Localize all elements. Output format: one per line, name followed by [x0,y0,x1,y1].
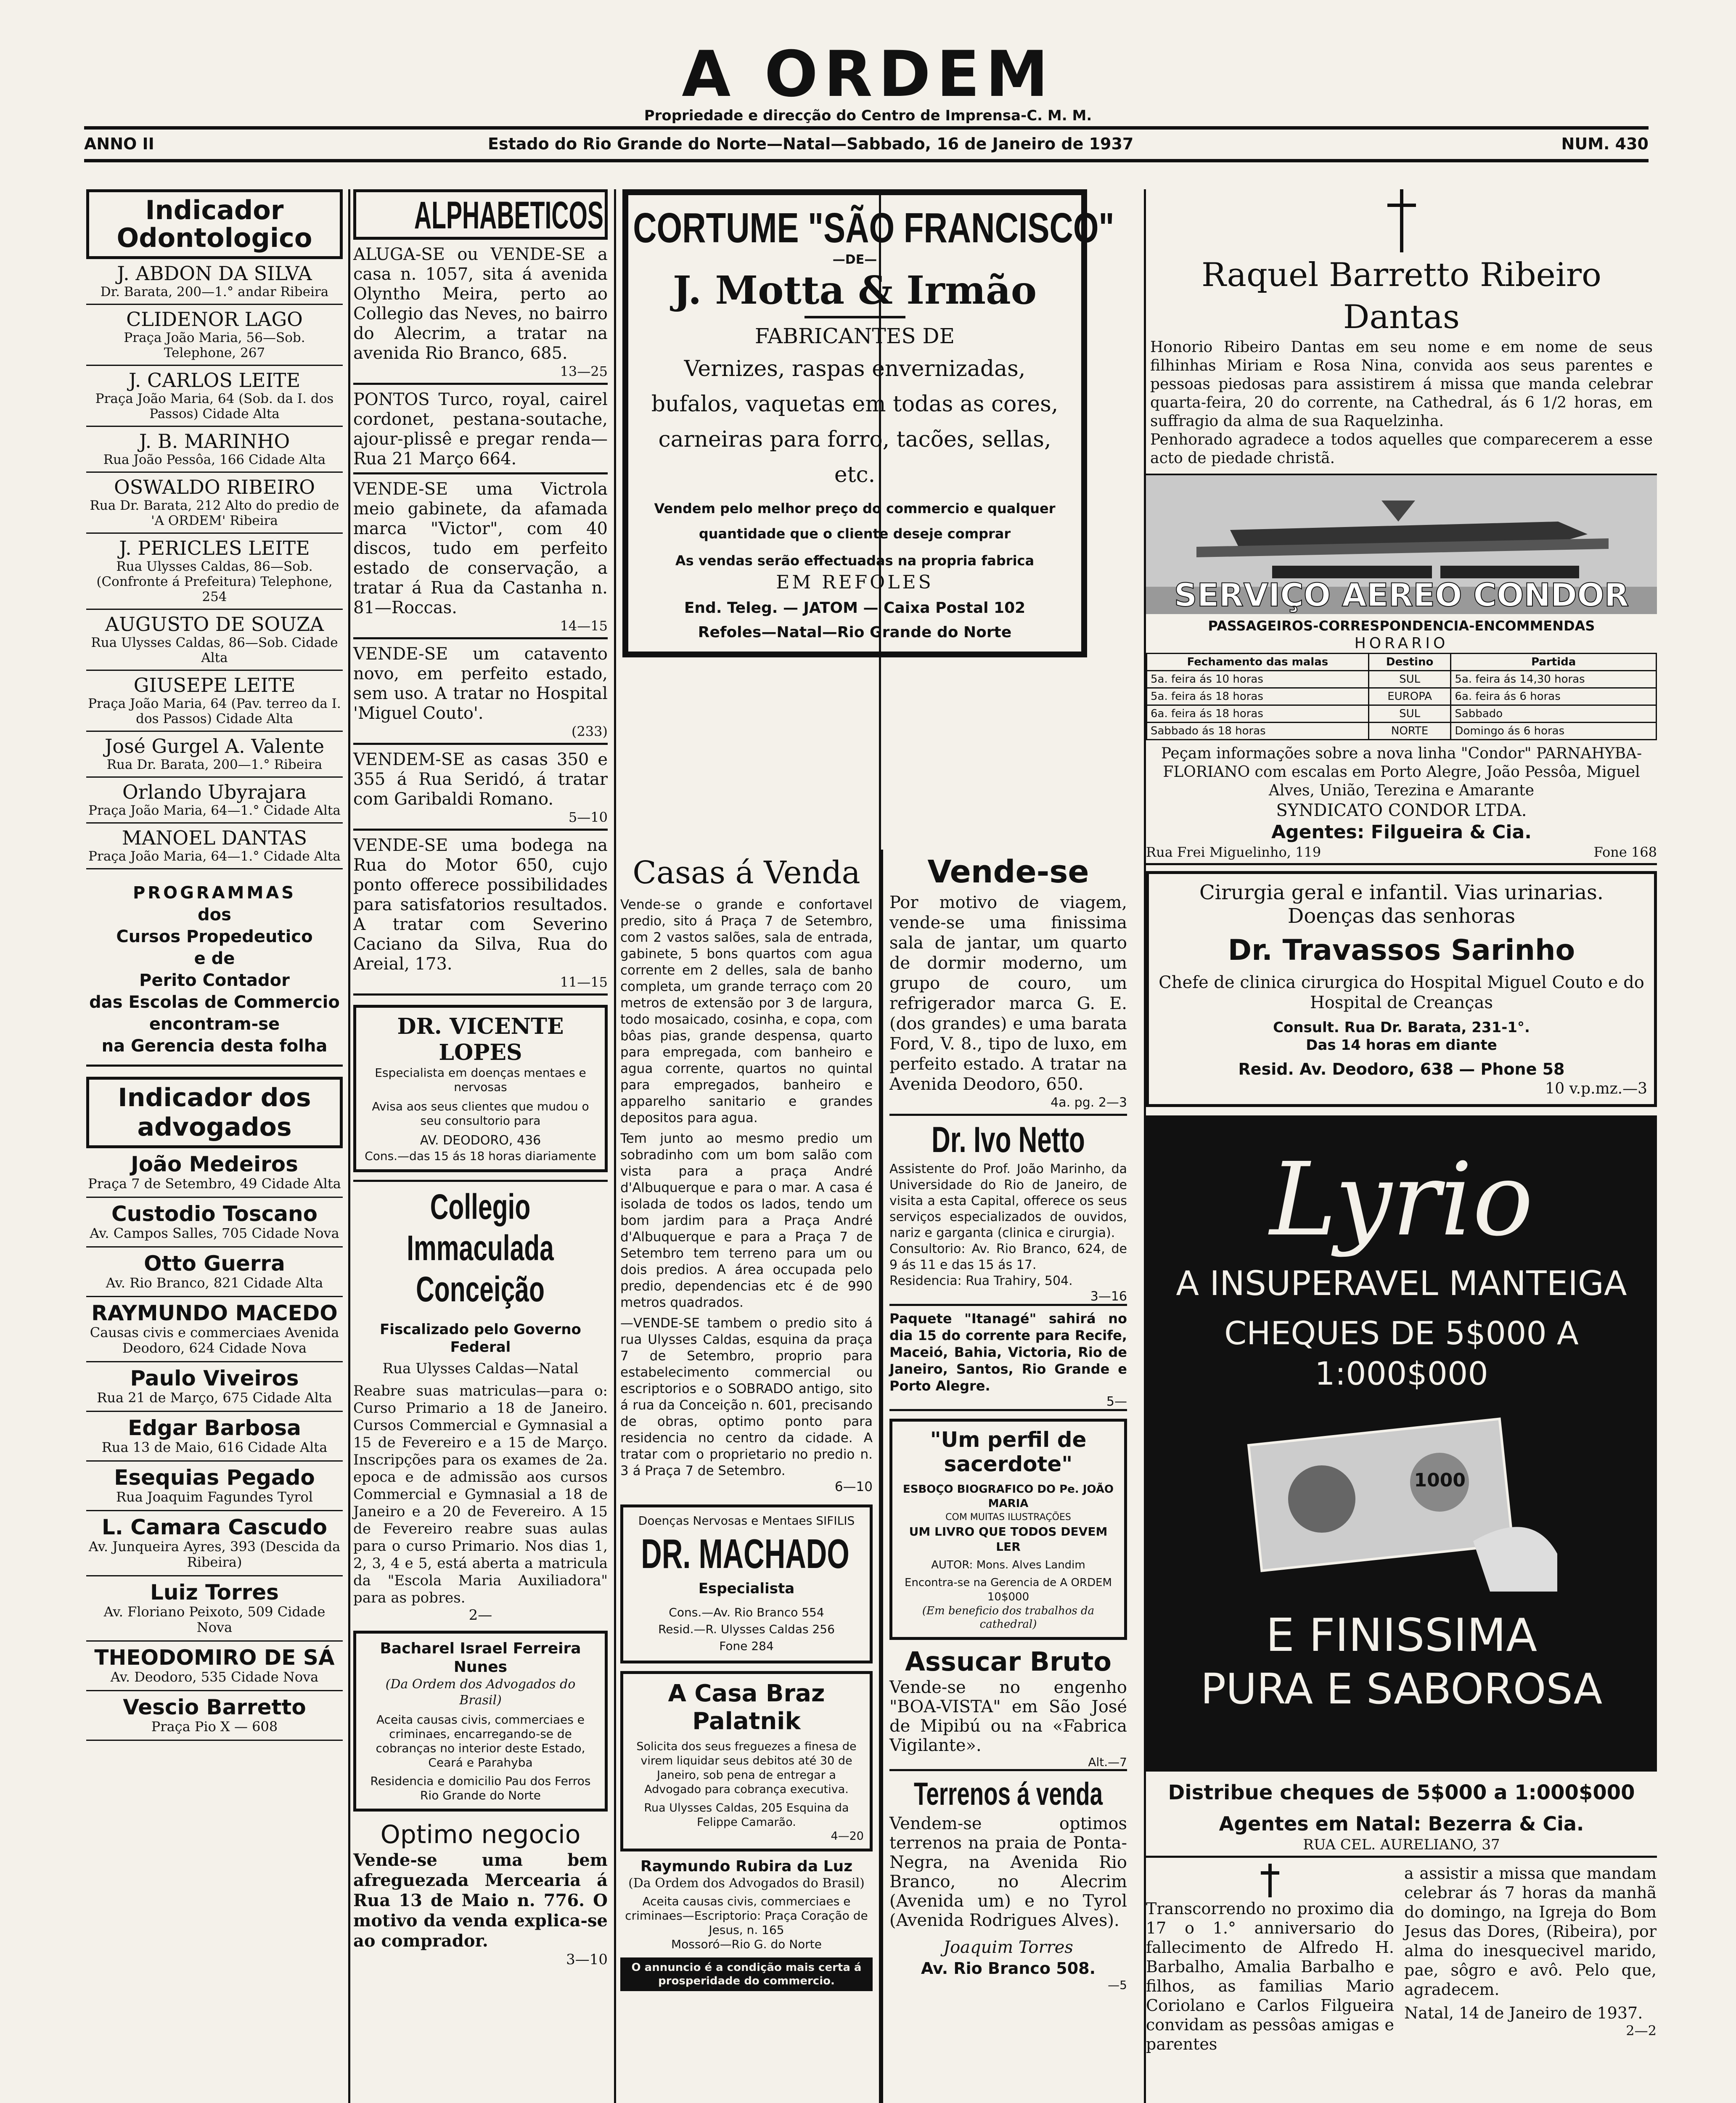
lawyer-entry [86,1297,343,1362]
lawyer-address: Av. Floriano Peixoto, 509 Cidade Nova [103,1604,326,1635]
terrenos-signature: Joaquim Torres [943,1938,1073,1957]
programmas-notice [86,882,343,1067]
lawyer-name: RAYMUNDO MACEDO [91,1301,338,1325]
classified-ref: 5—10 [568,809,608,825]
condor-phone: Fone 168 [1593,844,1657,860]
lawyer-address: Praça Pio X — 608 [151,1719,278,1735]
paquete-ref: 5— [889,1394,1127,1411]
dentist-entry [86,610,343,671]
lawyer-entry [86,1198,343,1247]
raquel-notice [1146,189,1657,468]
vendese-body: Por motivo de viagem, vende-se uma finissima sala de jantar, um quarto de dormir moderno, um grupo de couro, um refrigerador marca G. E. (dos grandes) e uma barata Ford, V. 8., tipo de luxo, em perfeito estado. A tratar na Avenida Deodoro, 650. [889,893,1127,1094]
classified-ad [353,385,608,474]
dentist-entry [86,534,343,610]
timetable-cell: Domingo ás 6 horas [1451,723,1657,740]
optimo-title: Optimo negocio [380,1820,581,1849]
casas-body-2: Tem junto ao mesmo predio um sobradinho com um bom salão com vista para a praça André d'Albuquerque e para o mar. A casa é isolada de todos os lados, tendo um bom jardim para a Praça André d'Albuquerque e para a Praça 7 de Setembro tem terreno para um ou dois predios. A área occupada pelo predio, dependencias etc é de 990 metros quadrados. [620,1131,873,1310]
bacharel-ad [353,1631,608,1812]
missa-body-2: a assistir a missa que mandam celebrar ás 7 horas da manhã do domingo, na Igreja do Bom Jesus das Dores, (Ribeira), por alma do inesquecivel marido, pae, sôgro e avô. Pelo que, agradecem. [1404,1864,1657,1999]
sarinho-top: Cirurgia geral e infantil. Vias urinarias. Doenças das senhoras [1199,881,1604,928]
banknote-value: 1000 [1414,1470,1466,1491]
masthead-ownership: Propriedade e direcção do Centro de Imprensa-C. M. M. [644,107,1092,124]
machado-cons: Cons.—Av. Rio Branco 554 [669,1605,824,1619]
palatnik-title: A Casa Braz Palatnik [668,1680,825,1735]
raquel-title: Raquel Barretto Ribeiro Dantas [1201,256,1602,336]
dentist-address: Rua Ulysses Caldas, 86—Sob. (Confronte á Prefeitura) Telephone, 254 [96,559,333,604]
lawyer-address: Rua Joaquim Fagundes Tyrol [116,1489,313,1505]
condor-timetable [1146,653,1657,740]
lopes-name: DR. VICENTE LOPES [397,1014,564,1065]
header-cell: Destino [1368,654,1451,671]
classified-ref: 13—25 [560,363,608,379]
machado-top: Doenças Nervosas e Mentaes SIFILIS [638,1514,855,1528]
lawyer-address: Rua 13 de Maio, 616 Cidade Alta [101,1439,328,1455]
lyrio-cheques: Distribue cheques de 5$000 a 1:000$000 [1168,1781,1635,1804]
dentist-address: Rua Ulysses Caldas, 86—Sob. Cidade Alta [91,635,338,665]
classified-ad [353,639,608,745]
optimo-ad [353,1819,608,1968]
terrenos-body: Vendem-se optimos terrenos na praia de Ponta-Negra, na Avenida Rio Branco, no Alecrim (Avenida um) e no Tyrol (Avenida Rodrigues Alves). [889,1814,1127,1930]
sarinho-role: Chefe de clinica cirurgica do Hospital Miguel Couto e do Hospital de Creanças [1159,973,1644,1012]
raymundo-body: Aceita causas civis, commerciaes e criminaes—Escriptorio: Praça Coração de Jesus, n. 165 [625,1894,868,1937]
lawyer-name: Edgar Barbosa [128,1416,301,1440]
condor-agents: Agentes: Filgueira & Cia. [1271,821,1532,843]
timetable-row [1147,705,1657,723]
dentist-name: J. PERICLES LEITE [119,537,310,559]
subcolumn-rule [881,850,883,2103]
perfil-ad [889,1419,1127,1640]
lyrio-brand: Lyrio [1270,1141,1533,1258]
missa-date: Natal, 14 de Janeiro de 1937. [1404,2004,1643,2022]
collegio-ad [353,1180,608,1624]
cortume-location: EM REFOLES [776,572,934,593]
netto-cons: Consultorio: Av. Rio Branco, 624, de 9 ás 11 e das 15 ás 17. [889,1242,1127,1272]
raquel-body-1: Honorio Ribeiro Dantas em seu nome e em nome de seus filhinhas Miriam e Rosa Nina, convida aos seus parentes e pessoas piedosas para assistirem á missa que manda celebrar quarta-feira, 20 do corrente, na Cathedral, ás 6 1/2 horas, em suffragio da alma de sua Raquelzinha. [1150,339,1653,430]
lawyer-name: Esequias Pegado [114,1465,315,1490]
assucar-title: Assucar Bruto [905,1646,1111,1677]
dentist-entry [86,427,343,473]
machado-resid: Resid.—R. Ulysses Caldas 256 [658,1622,835,1636]
programmas-line: e de [194,949,235,968]
lawyer-address: Rua 21 de Março, 675 Cidade Alta [97,1390,332,1406]
programmas-line: PROGRAMMAS [132,883,296,903]
terrenos-address: Av. Rio Branco 508. [921,1959,1096,1978]
dentist-name: J. ABDON DA SILVA [117,262,312,285]
lawyer-name: Otto Guerra [144,1251,285,1276]
dentist-entry [86,305,343,366]
lyrio-address: RUA CEL. AURELIANO, 37 [1146,1836,1657,1858]
timetable-cell: SUL [1368,705,1451,723]
cortume-firm: J. Motta & Irmão [672,268,1037,313]
classified-text: PONTOS Turco, royal, cairel cordonet, pestana-soutache, ajour-plissê e pregar renda—Rua 21 Março 664. [353,390,608,469]
lawyer-address: Causas civis e commerciaes Avenida Deodoro, 624 Cidade Nova [90,1324,339,1356]
netto-ref: 3—16 [889,1289,1127,1306]
raquel-body-2: Penhorado agradece a todos aquelles que comparecerem a esse acto de piedade christã. [1150,431,1653,467]
timetable-header [1147,654,1657,671]
terrenos-title: Terrenos á venda [913,1776,1103,1812]
classified-ref: (233) [571,723,608,739]
sarinho-resid: Resid. Av. Deodoro, 638 — Phone 58 [1238,1060,1565,1078]
column-3a [620,854,873,1991]
alphabeticos-title: ALPHABETICOS [414,194,603,237]
lawyer-entry [86,1148,343,1198]
timetable-cell: Sabbado ás 18 horas [1147,723,1369,740]
lawyer-entry [86,1691,343,1741]
cortume-rule [804,316,905,318]
timetable-row [1147,723,1657,740]
dentist-address: Rua Dr. Barata, 200—1.° Ribeira [106,757,323,772]
lawyer-name: Custodio Toscano [111,1202,318,1226]
lawyer-entry [86,1462,343,1511]
bacharel-residence: Residencia e domicilio Pau dos Ferros Rio Grande do Norte [370,1774,591,1802]
classified-ad [353,240,608,385]
timetable-cell: Sabbado [1451,705,1657,723]
dentist-entry [86,366,343,427]
dentist-entry [86,671,343,732]
palatnik-ref: 4—20 [831,1830,864,1843]
lyrio-line-3: E FINISSIMA [1265,1609,1538,1662]
bacharel-name: Bacharel Israel Ferreira Nunes [380,1640,581,1676]
casas-title: Casas á Venda [632,855,860,891]
dentist-name: CLIDENOR LAGO [126,308,303,331]
dentist-address: Praça João Maria, 56—Sob. Telephone, 267 [124,330,305,360]
cross-icon [1385,189,1418,252]
dentist-address: Dr. Barata, 200—1.° andar Ribeira [100,284,329,299]
sarinho-cons: Consult. Rua Dr. Barata, 231-1°. [1273,1019,1530,1036]
casas-body-1: Vende-se o grande e confortavel predio, sito á Praça 7 de Setembro, com 2 vastos salões, sala de entrada, gabinete, 5 bons quartos com agua corrente em 2 delles, sala de banho completa, um grande terraço com 20 metros de extensão por 3 de largura, todo mosaicado, cosinha, e copa, com bôas pias, grande despensa, quarto para empregada, com banheiro e agua corrente, quartos no quintal para empregados, banheiro e apparelho sanitario e grandes depositos para agua. [620,897,873,1126]
lawyer-address: Av. Junqueira Ayres, 393 (Descida da Ribeira) [88,1539,341,1570]
lyrio-line-1: A INSUPERAVEL MANTEIGA [1176,1264,1627,1303]
dentists-heading: Indicador Odontologico [86,189,343,259]
dentist-name: AUGUSTO DE SOUZA [105,613,324,636]
cortume-fabricantes: FABRICANTES DE [754,324,955,348]
vendese-ref: 4a. pg. 2—3 [889,1094,1127,1116]
cortume-sell: Vendem pelo melhor preço do commercio e qualquer quantidade que o cliente deseje comprar [654,501,1056,542]
classified-text: VENDEM-SE as casas 350 e 355 á Rua Seridó, á tratar com Garibaldi Romano. [353,750,608,809]
timetable-cell: 5a. feira ás 14,30 horas [1451,671,1657,688]
banknote-image [1238,1415,1566,1592]
lawyer-name: Vescio Barretto [123,1695,306,1719]
terrenos-ref: —5 [1108,1978,1127,1992]
perfil-sub-1: ESBOÇO BIOGRAFICO DO Pe. JOÃO MARIA [902,1483,1114,1510]
dentist-entry [86,473,343,534]
machado-phone: Fone 284 [719,1639,774,1653]
sarinho-hours: Das 14 horas em diante [1306,1037,1497,1054]
lawyer-address: Av. Campos Salles, 705 Cidade Nova [90,1225,339,1241]
collegio-ref: 2— [468,1607,492,1624]
classified-text: VENDE-SE um catavento novo, em perfeito estado, sem uso. A tratar no Hospital 'Miguel Couto'. [353,644,608,723]
dentist-entry [86,778,343,824]
programmas-line: encontram-se [149,1014,280,1034]
banknote-icon [1238,1415,1566,1592]
paquete-body: Paquete "Itanagé" sahirá no dia 15 do corrente para Recife, Maceió, Bahia, Victoria, Rio de Janeiro, Santos, Rio Grande e Porto Alegre. [889,1311,1127,1394]
dateline [84,126,1649,162]
classified-ref: 14—15 [560,618,608,634]
missa-right [1404,1864,1657,2054]
lawyer-list [86,1148,343,1741]
cortume-contact: End. Teleg. — JATOM — Caixa Postal 102 [684,599,1026,617]
machado-specialty: Especialista [698,1580,795,1597]
lyrio-line-2: CHEQUES DE 5$000 A 1:000$000 [1224,1314,1579,1392]
classified-text: VENDE-SE uma bodega na Rua do Motor 650, cujo ponto offerece possibilidades para satisfatorios resultados. A tratar com Severino Caciano da Silva, Rua do Areial, 173. [353,836,608,974]
sarinho-name: Dr. Travassos Sarinho [1228,934,1575,967]
dentist-list [86,259,343,869]
missa-cross [1146,1864,1394,1899]
timetable-cell: 5a. feira ás 18 horas [1147,688,1369,705]
column-3 [620,189,1127,1992]
year-label: ANNO II [84,135,154,153]
optimo-ref: 3—10 [566,1951,608,1968]
dentist-name: OSWALDO RIBEIRO [114,476,315,498]
lopes-hours: Cons.—das 15 ás 18 horas diariamente [365,1149,596,1163]
programmas-line: Cursos Propedeutico [116,927,313,946]
lopes-address: AV. DEODORO, 436 [420,1133,541,1148]
column-rule [348,189,350,2103]
palatnik-ad [620,1671,873,1851]
lawyer-entry [86,1362,343,1412]
missa-notice [1146,1864,1657,2054]
collegio-subtitle: Fiscalizado pelo Governo Federal [380,1321,581,1356]
missa-body-1: Transcorrendo no proximo dia 17 o 1.° anniversario do fallecimento de Alfredo H. Barbalho, Amalia Barbalho e filhos, as familias Mario Coriolano e Carlos Filgueira convidam as pessôas amigas e parentes [1146,1899,1394,2053]
cortume-title: CORTUME "SÃO FRANCISCO" [633,204,1114,252]
header-cell: Partida [1451,654,1657,671]
timetable-cell: SUL [1368,671,1451,688]
timetable-cell: 6a. feira ás 6 horas [1451,688,1657,705]
garbled-notice: O annuncio é a condição mais certa á prosperidade do commercio. [620,1957,873,1991]
dentist-address: Rua João Pessôa, 166 Cidade Alta [103,452,326,467]
sarinho-ad [1146,871,1657,1107]
alphabeticos-heading [353,189,608,240]
vendese-title: Vende-se [927,854,1089,890]
programmas-line: das Escolas de Commercio [89,993,340,1012]
condor-info: Peçam informações sobre a nova linha "Condor" PARNAHYBA-FLORIANO com escalas em Porto Alegre, João Pessôa, Miguel Alves, União, Terezina e Amarante [1161,745,1642,799]
lyrio-agents: Agentes em Natal: Bezerra & Cia. [1219,1812,1584,1835]
lopes-notice: Avisa aos seus clientes que mudou o seu consultorio para [372,1099,589,1128]
cortume-factory: As vendas serão effectuadas na propria fabrica [675,553,1035,569]
lopes-specialty: Especialista em doenças mentaes e nervosas [375,1066,586,1094]
dentist-address: Praça João Maria, 64—1.° Cidade Alta [88,803,341,818]
dentist-name: MANOEL DANTAS [122,826,307,849]
lyrio-line-4: PURA E SABOROSA [1200,1664,1603,1714]
classified-ref: 11—15 [560,974,608,990]
perfil-benefit: (Em beneficio dos trabalhos da cathedral) [922,1605,1095,1631]
dentist-entry [86,824,343,869]
machado-ad [620,1504,873,1663]
cross-icon [1257,1864,1283,1897]
lawyer-entry [86,1247,343,1297]
raymundo-ad [620,1857,873,1952]
cortume-products: Vernizes, raspas envernizadas, bufalos, vaquetas em todas as cores, carneiras para forro, tacões, sellas, etc. [651,356,1059,487]
cortume-place: Refoles—Natal—Rio Grande do Norte [698,624,1012,641]
timetable-cell: 6a. feira ás 18 horas [1147,705,1369,723]
condor-syndicate: SYNDICATO CONDOR LTDA. [1276,801,1527,820]
lawyer-entry [86,1511,343,1576]
perfil-author: AUTOR: Mons. Alves Landim [931,1559,1085,1571]
lyrio-ad [1146,1115,1657,1772]
lawyer-address: Praça 7 de Setembro, 49 Cidade Alta [88,1176,341,1192]
cortume-de: —DE— [832,252,877,267]
programmas-line: Perito Contador [139,971,290,990]
condor-banner: SERVIÇO AEREO CONDOR [1174,576,1629,614]
programmas-line: dos [198,905,231,924]
assucar-ref: Alt.—7 [889,1755,1127,1771]
lawyer-entry [86,1642,343,1691]
bacharel-org: (Da Ordem dos Advogados do Brasil) [385,1677,576,1708]
raymundo-place: Mossoró—Rio G. do Norte [671,1937,822,1951]
palatnik-body: Solicita dos seus freguezes a finesa de virem liquidar seus debitos até 30 de Janeiro, sob pena de entregar a Advogado para cobrança executiva. [636,1740,857,1796]
classified-text: VENDE-SE uma Victrola meio gabinete, da afamada marca "Victor", com 40 discos, tudo em perfeito estado de conservação, a tratar á Rua da Castanha n. 81—Roccas. [353,479,608,617]
lawyer-name: L. Camara Cascudo [102,1515,327,1539]
header-cell: Fechamento das malas [1147,654,1369,671]
cortume-ad [622,189,1114,657]
timetable-cell: NORTE [1368,723,1451,740]
column-rule [614,189,616,2103]
timetable-row [1147,671,1657,688]
dentist-entry [86,259,343,305]
lawyer-name: THEODOMIRO DE SÁ [94,1645,335,1670]
timetable-cell: EUROPA [1368,688,1451,705]
dentist-name: Orlando Ubyrajara [122,781,307,803]
column-1 [86,189,343,1741]
raymundo-name: Raymundo Rubira da Luz [640,1858,853,1875]
dentist-address: Praça João Maria, 64 (Pav. terreo da I. dos Passos) Cidade Alta [88,696,341,726]
perfil-sub-3: UM LIVRO QUE TODOS DEVEM LER [909,1525,1108,1554]
timetable-cell: 5a. feira ás 10 horas [1147,671,1369,688]
perfil-sub-2: COM MUITAS ILUSTRAÇÕES [945,1512,1071,1523]
classified-text: ALUGA-SE ou VENDE-SE a casa n. 1057, sita á avenida Olyntho Meira, perto ao Collegio das Neves, no bairro do Alecrim, a tratar na avenida Rio Branco, 685. [353,245,608,363]
classified-ad [353,831,608,996]
classified-ad [353,474,608,639]
column-3b [889,854,1127,1992]
optimo-body: Vende-se uma bem afreguezada Mercearia á Rua 13 de Maio n. 776. O motivo da venda explica-se ao comprador. [353,1850,608,1951]
programmas-line: na Gerencia desta folha [101,1036,328,1056]
raymundo-org: (Da Ordem dos Advogados do Brasil) [628,1876,865,1891]
condor-airplane-image [1146,474,1657,614]
column-2 [353,189,608,1968]
timetable-row [1147,688,1657,705]
alphabeticos-list [353,240,608,996]
condor-horario: HORARIO [1354,635,1449,652]
lawyers-heading: Indicador dos advogados [86,1077,343,1148]
dentist-name: José Gurgel A. Valente [104,735,325,758]
casas-ref: 6—10 [834,1479,873,1494]
masthead-title: A ORDEM [682,38,1054,111]
dentist-address: Praça João Maria, 64 (Sob. da I. dos Passos) Cidade Alta [95,391,334,421]
issue-number: NUM. 430 [1561,135,1649,153]
classified-ad [353,745,608,831]
perfil-title: "Um perfil de sacerdote" [930,1428,1087,1476]
perfil-sale: Encontra-se na Gerencia de A ORDEM 10$000 [905,1576,1112,1603]
condor-address: Rua Frei Miguelinho, 119 [1146,844,1321,860]
machado-name: DR. MACHADO [641,1531,849,1577]
netto-resid: Residencia: Rua Trahiry, 504. [889,1274,1073,1288]
netto-body: Assistente do Prof. João Marinho, da Universidade do Rio de Janeiro, de visita a esta Capital, offerece os seus serviços especializados de ouvidos, nariz e garganta (clinica e cirurgia). [889,1162,1127,1240]
dentist-entry [86,732,343,778]
lawyer-entry [86,1576,343,1642]
sarinho-ref: 10 v.p.mz.—3 [1545,1080,1647,1097]
collegio-title: Collegio Immaculada Conceição [407,1187,554,1309]
dentist-name: J. B. MARINHO [139,430,290,453]
palatnik-address: Rua Ulysses Caldas, 205 Esquina da Felippe Camarão. [644,1801,849,1829]
casas-body-3: —VENDE-SE tambem o predio sito á rua Ulysses Caldas, esquina da praça 7 de Setembro, proprio para estabelecimento commercial ou escriptorios e o SOBRADO antigo, sito á rua da Conceição n. 601, precisando de obras, optimo ponto para residencia no centro da cidade. A tratar com o proprietario no predio n. 3 á Praça 7 de Setembro. [620,1316,873,1478]
netto-name: Dr. Ivo Netto [932,1120,1085,1160]
lawyer-address: Av. Deodoro, 535 Cidade Nova [110,1669,319,1685]
bacharel-body: Aceita causas civis, commerciaes e criminaes, encarregando-se de cobranças no interior deste Estado, Ceará e Parahyba [376,1713,585,1769]
lawyer-address: Av. Rio Branco, 821 Cidade Alta [106,1275,323,1291]
lawyer-entry [86,1412,343,1462]
lawyer-name: João Medeiros [131,1152,298,1176]
condor-sub: PASSAGEIROS-CORRESPONDENCIA-ENCOMMENDAS [1208,618,1595,634]
dentist-name: J. CARLOS LEITE [128,369,301,392]
lawyer-name: Luiz Torres [150,1580,279,1605]
dentist-name: GIUSEPE LEITE [133,674,296,697]
assucar-body: Vende-se no engenho "BOA-VISTA" em São José de Mipibú ou na «Fabrica Vigilante». [889,1678,1127,1755]
collegio-address: Rua Ulysses Caldas—Natal [382,1360,579,1377]
column-4 [1146,189,1657,2054]
missa-ref: 2—2 [1626,2023,1657,2039]
missa-left [1146,1864,1394,2054]
collegio-body: Reabre suas matriculas—para o: Curso Primario a 18 de Janeiro. Cursos Commercial e Gymnasial a 15 de Fevereiro e a 15 de Março. Inscripções para os exames de 2a. epoca e de admissão aos cursos Commercial e Gymnasial a 18 de Janeiro e a 20 de Fevereiro. A 15 de Fevereiro reabre suas aulas para o curso Primario. Nos dias 1, 2, 3, 4 e 5, está aberta a matricula da "Escola Maria Auxiliadora" para as pobres. [353,1383,608,1606]
lopes-ad [353,1005,608,1172]
state-date: Estado do Rio Grande do Norte—Natal—Sabbado, 16 de Janeiro de 1937 [488,135,1134,153]
condor-footer [1146,844,1657,865]
lawyer-name: Paulo Viveiros [130,1366,299,1391]
dentist-address: Rua Dr. Barata, 212 Alto do predio de 'A ORDEM' Ribeira [90,498,339,528]
dentist-address: Praça João Maria, 64—1.° Cidade Alta [88,849,341,864]
